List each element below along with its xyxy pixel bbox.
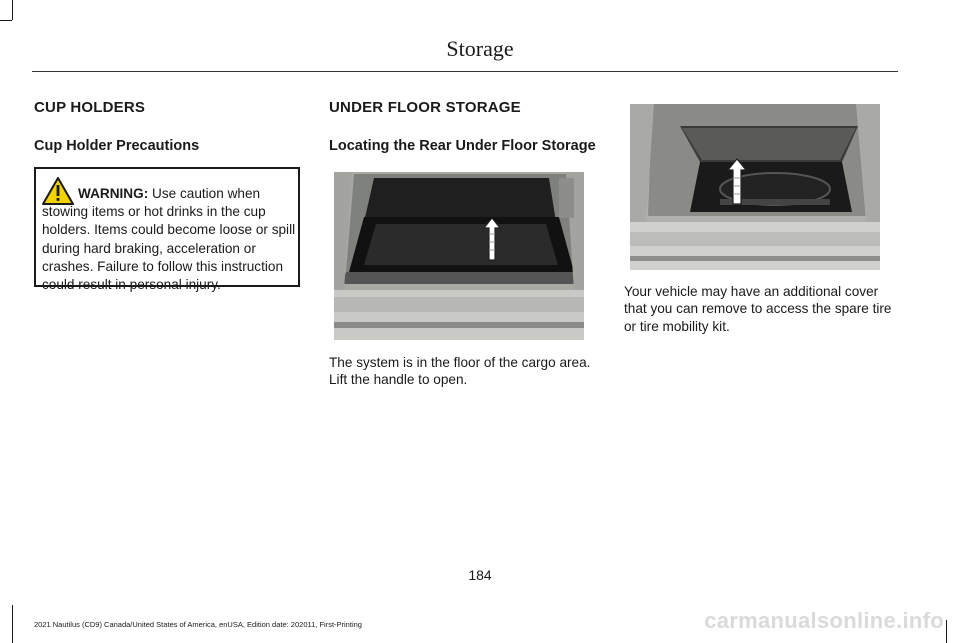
warning-triangle-icon (42, 177, 74, 205)
section-title: Storage (446, 36, 514, 61)
warning-label: WARNING: (78, 186, 149, 201)
crop-mark-bottom-left (12, 605, 13, 643)
cup-holders-heading: CUP HOLDERS (34, 99, 146, 116)
cargo-floor-photo (334, 172, 584, 340)
warning-box (34, 167, 300, 293)
warning-text (42, 185, 298, 294)
cup-holder-precautions-subheading: Cup Holder Precautions (34, 138, 200, 154)
additional-cover-paragraph: Your vehicle may have an additional cover that you can remove to access the spare tire or tire mobility kit. (624, 284, 892, 334)
under-floor-paragraph: The system is in the floor of the cargo area. Lift the handle to open. (329, 355, 591, 388)
page-number: 184 (468, 567, 492, 583)
spare-tire-cover-photo (630, 104, 880, 270)
under-floor-storage-heading: UNDER FLOOR STORAGE (329, 99, 521, 116)
crop-mark-bottom-right (946, 620, 947, 643)
header-divider (32, 71, 898, 72)
watermark: carmanualsonline.info (704, 608, 944, 633)
warning-body: Use caution when stowing items or hot drinks in the cup holders. Items could become loose or spill during hard braking, acceleration or crashes. Failure to follow this instruction could result in personal injury. (42, 186, 296, 293)
locating-under-floor-storage-subheading: Locating the Rear Under Floor Storage (329, 138, 596, 154)
crop-mark-top-left-h (0, 20, 12, 21)
footer-edition-text: 2021 Nautilus (CD9) Canada/United States of America, enUSA, Edition date: 202011, First-Printing (34, 620, 362, 629)
crop-mark-top-left (12, 0, 13, 20)
